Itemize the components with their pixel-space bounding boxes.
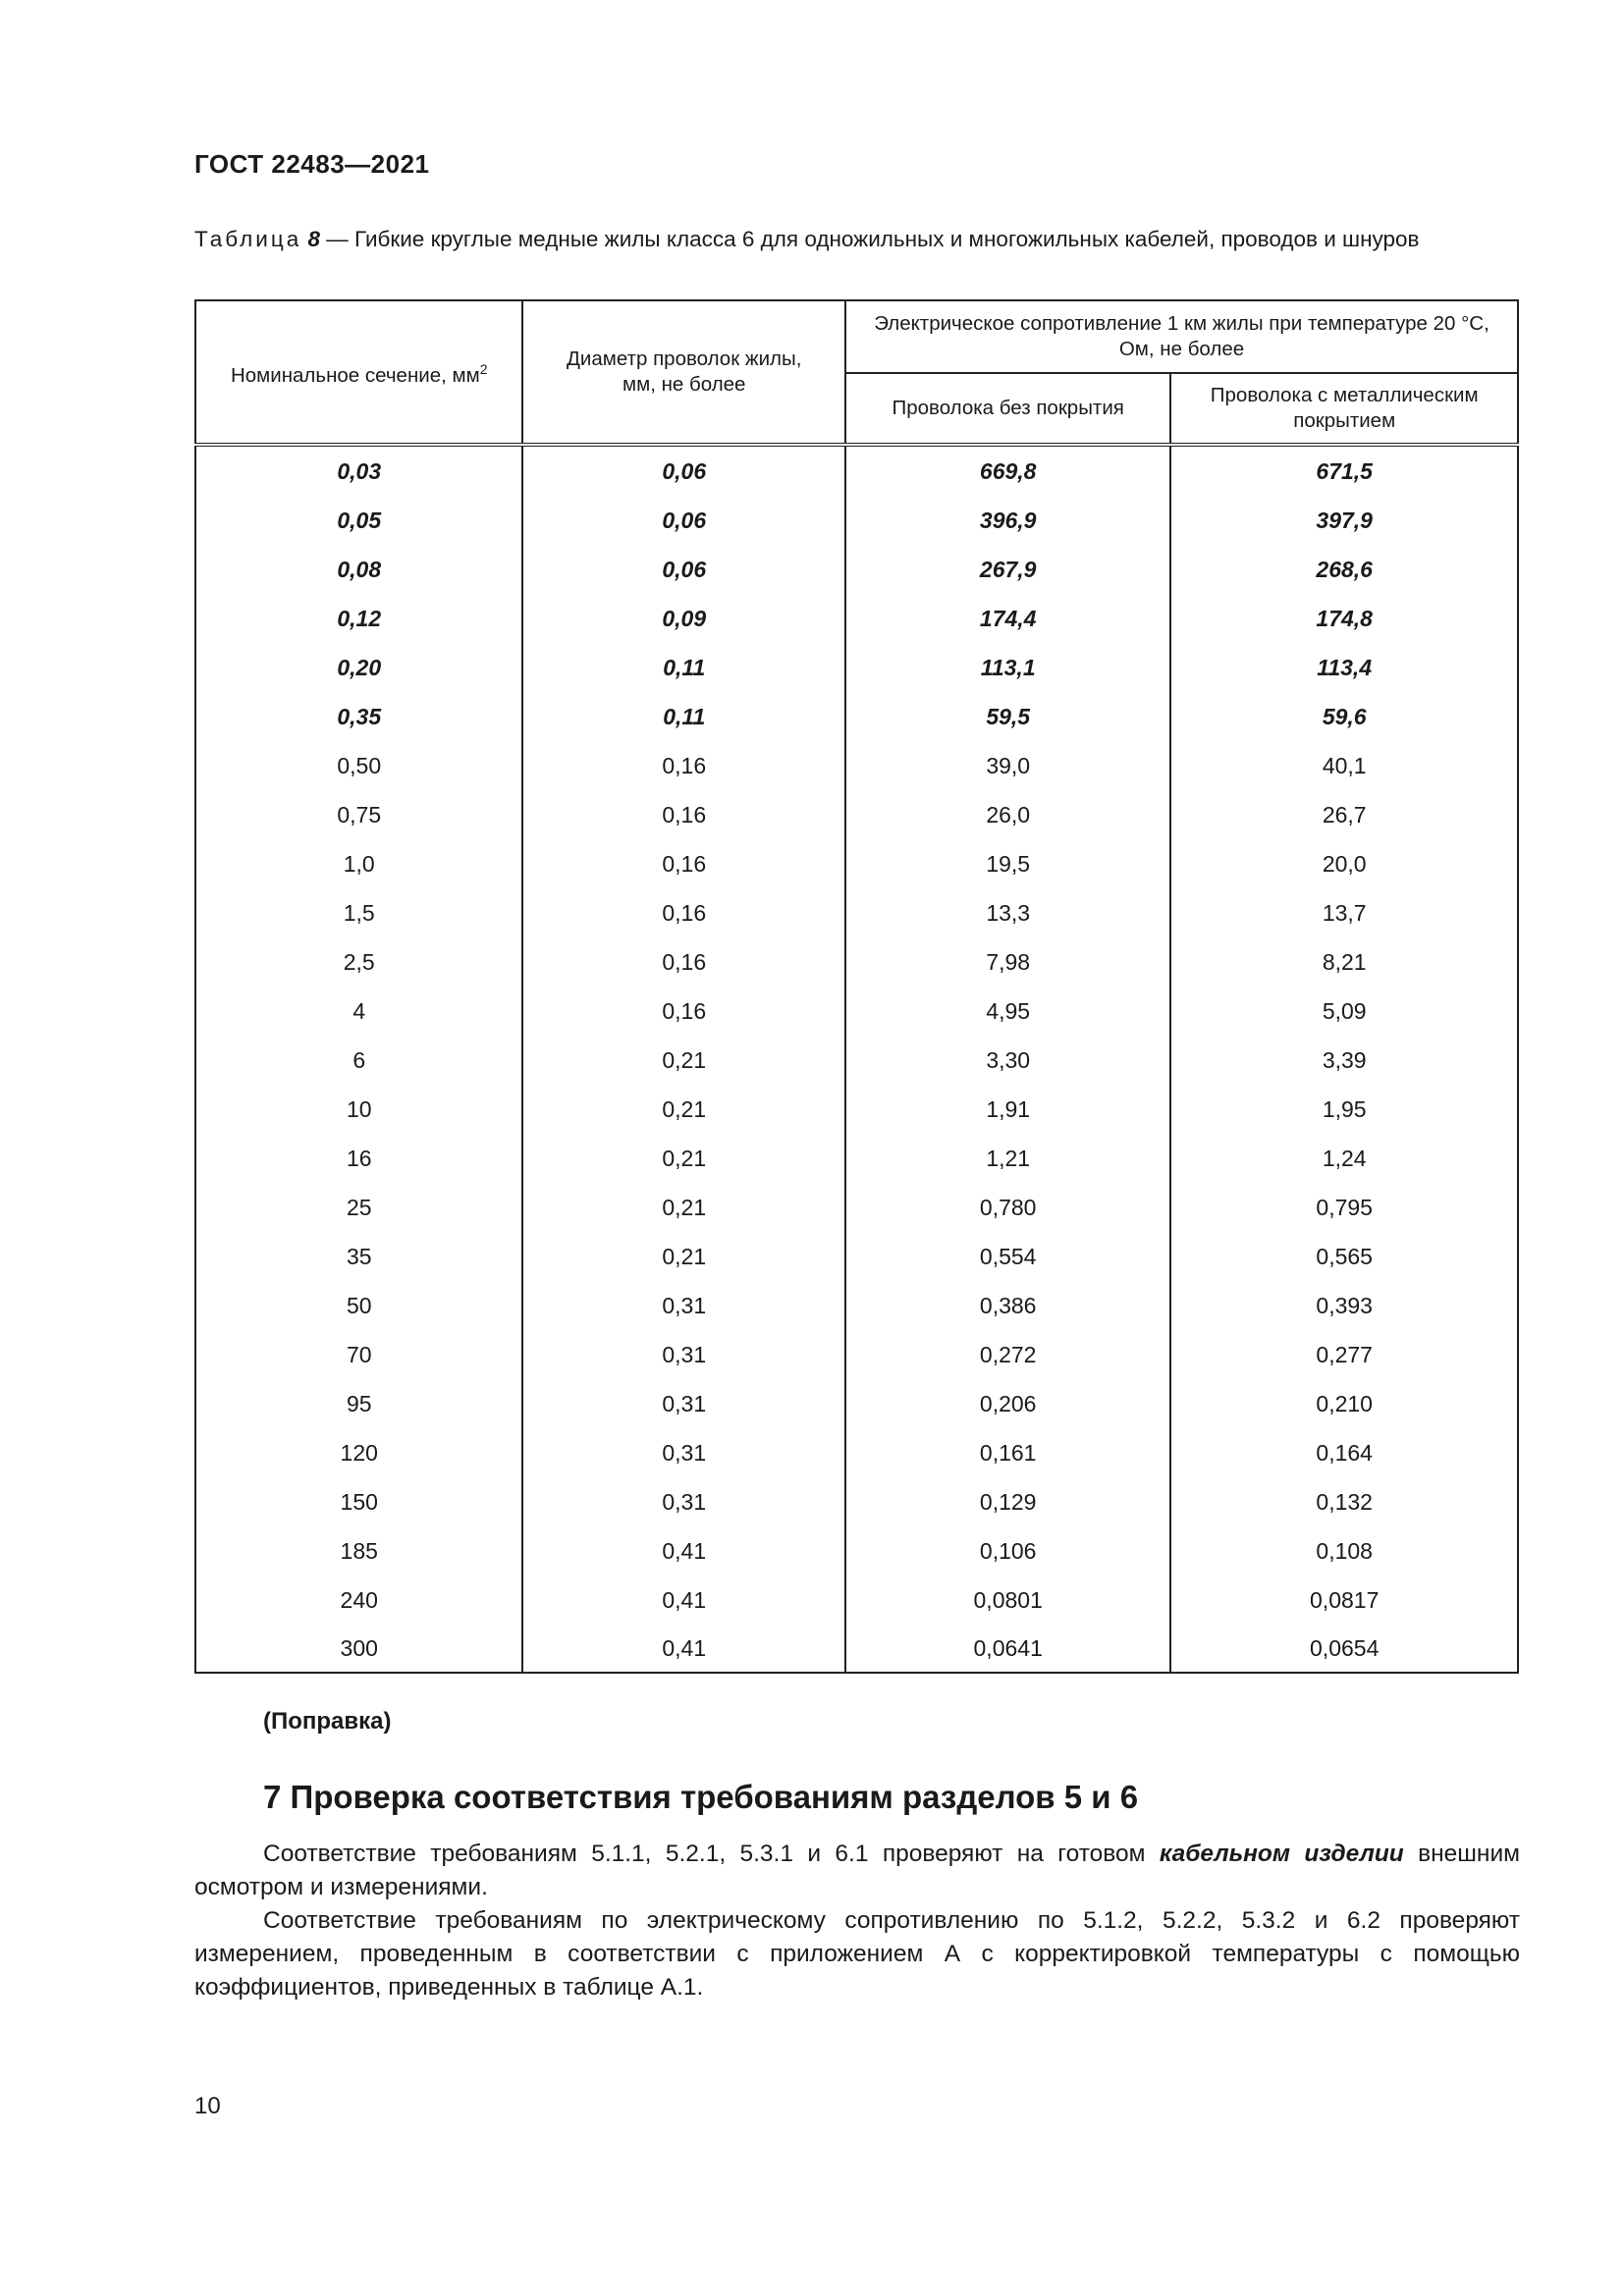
column-header-plain-wire: Проволока без покрытия [845, 373, 1170, 445]
table-cell-r-plain: 0,780 [845, 1183, 1170, 1232]
table-cell-r-plain: 0,0801 [845, 1575, 1170, 1625]
table-cell-r-plain: 19,5 [845, 839, 1170, 888]
table-cell-r-plain: 1,21 [845, 1134, 1170, 1183]
table-cell-r-coated: 113,4 [1170, 643, 1518, 692]
table-cell-r-coated: 0,795 [1170, 1183, 1518, 1232]
correction-note: (Поправка) [263, 1708, 392, 1735]
table-cell-r-plain: 174,4 [845, 594, 1170, 643]
table-cell-section: 300 [195, 1625, 522, 1673]
table-cell-r-plain: 0,0641 [845, 1625, 1170, 1673]
table-row [195, 1526, 1518, 1575]
table-cell-diameter: 0,06 [522, 496, 845, 545]
table-cell-section: 70 [195, 1330, 522, 1379]
table-cell-section: 0,12 [195, 594, 522, 643]
table-cell-section: 150 [195, 1477, 522, 1526]
table-cell-r-coated: 20,0 [1170, 839, 1518, 888]
table-cell-r-coated: 1,24 [1170, 1134, 1518, 1183]
paragraph-2: Соответствие требованиям по электрическому сопротивлению по 5.1.2, 5.2.2, 5.3.2 и 6.2 проверяют измерением, проведенным в соответствии с приложением А с корректировкой температуры с помощью коэффициентов, приведенных в таблице А.1. [194, 1907, 1520, 2001]
table-cell-section: 6 [195, 1036, 522, 1085]
table-cell-r-plain: 0,161 [845, 1428, 1170, 1477]
table-cell-r-coated: 3,39 [1170, 1036, 1518, 1085]
table-cell-diameter: 0,16 [522, 987, 845, 1036]
table-cell-section: 25 [195, 1183, 522, 1232]
table-cell-r-plain: 0,554 [845, 1232, 1170, 1281]
table-cell-section: 120 [195, 1428, 522, 1477]
table-cell-diameter: 0,31 [522, 1281, 845, 1330]
paragraph-1: Соответствие требованиям 5.1.1, 5.2.1, 5.3.1 и 6.1 проверяют на готовом кабельном изделии внешним осмотром и измерениями. [194, 1841, 1520, 1900]
table-cell-r-plain: 669,8 [845, 445, 1170, 496]
table-cell-r-coated: 0,0817 [1170, 1575, 1518, 1625]
table-cell-section: 0,50 [195, 741, 522, 790]
table-cell-section: 0,75 [195, 790, 522, 839]
table-cell-section: 95 [195, 1379, 522, 1428]
table-cell-r-plain: 0,272 [845, 1330, 1170, 1379]
table-cell-r-coated: 26,7 [1170, 790, 1518, 839]
table-row [195, 1428, 1518, 1477]
table-cell-r-coated: 671,5 [1170, 445, 1518, 496]
table-cell-section: 50 [195, 1281, 522, 1330]
table-row [195, 888, 1518, 937]
table-cell-diameter: 0,41 [522, 1575, 845, 1625]
table-row [195, 839, 1518, 888]
table-cell-r-plain: 0,106 [845, 1526, 1170, 1575]
data-table [194, 299, 1519, 1674]
table-row [195, 937, 1518, 987]
table-cell-r-coated: 0,565 [1170, 1232, 1518, 1281]
table-cell-section: 0,05 [195, 496, 522, 545]
table-cell-diameter: 0,06 [522, 545, 845, 594]
table-row [195, 594, 1518, 643]
table-cell-r-plain: 113,1 [845, 643, 1170, 692]
table-cell-r-coated: 174,8 [1170, 594, 1518, 643]
table-caption-text: — Гибкие круглые медные жилы класса 6 для одножильных и многожильных кабелей, проводов и шнуров [320, 227, 1420, 251]
table-cell-section: 16 [195, 1134, 522, 1183]
table-caption [194, 226, 1518, 253]
table-cell-section: 2,5 [195, 937, 522, 987]
table-row [195, 1232, 1518, 1281]
table-cell-diameter: 0,31 [522, 1330, 845, 1379]
table-cell-r-coated: 0,164 [1170, 1428, 1518, 1477]
table-cell-diameter: 0,16 [522, 741, 845, 790]
document-header: ГОСТ 22483—2021 [194, 149, 430, 179]
table-cell-r-plain: 0,386 [845, 1281, 1170, 1330]
table-cell-section: 4 [195, 987, 522, 1036]
table-row [195, 987, 1518, 1036]
table-row [195, 496, 1518, 545]
column-header-section: Номинальное сечение, $мм^2$ [195, 300, 522, 445]
table-cell-r-coated: 0,277 [1170, 1330, 1518, 1379]
table-cell-r-plain: 4,95 [845, 987, 1170, 1036]
table-row [195, 692, 1518, 741]
table-cell-diameter: 0,21 [522, 1085, 845, 1134]
table-cell-r-coated: 1,95 [1170, 1085, 1518, 1134]
table-row [195, 1379, 1518, 1428]
table-row [195, 445, 1518, 496]
table-cell-diameter: 0,16 [522, 839, 845, 888]
table-cell-r-plain: 39,0 [845, 741, 1170, 790]
table-cell-section: 240 [195, 1575, 522, 1625]
column-header-resistance-group: Электрическое сопротивление 1 км жилы при температуре 20 °C, Ом, не более [845, 300, 1518, 373]
table-cell-diameter: 0,16 [522, 888, 845, 937]
table-cell-section: 10 [195, 1085, 522, 1134]
table-cell-r-coated: 8,21 [1170, 937, 1518, 987]
table-row [195, 1625, 1518, 1673]
table-caption-label: Таблица [194, 227, 302, 251]
table-cell-diameter: 0,09 [522, 594, 845, 643]
column-header-diameter: Диаметр проволок жилы, мм, не более [522, 300, 845, 445]
table-cell-r-coated: 0,108 [1170, 1526, 1518, 1575]
table-row [195, 741, 1518, 790]
table-row [195, 1477, 1518, 1526]
table-cell-r-coated: 0,132 [1170, 1477, 1518, 1526]
table-row [195, 1575, 1518, 1625]
table-cell-diameter: 0,21 [522, 1232, 845, 1281]
table-cell-r-coated: 0,210 [1170, 1379, 1518, 1428]
table-cell-section: 0,20 [195, 643, 522, 692]
table-row [195, 1085, 1518, 1134]
table-cell-r-plain: 7,98 [845, 937, 1170, 987]
table-cell-r-plain: 0,129 [845, 1477, 1170, 1526]
table-cell-diameter: 0,41 [522, 1625, 845, 1673]
table-cell-r-plain: 26,0 [845, 790, 1170, 839]
table-cell-section: 185 [195, 1526, 522, 1575]
table-cell-r-plain: 3,30 [845, 1036, 1170, 1085]
table-cell-r-coated: 13,7 [1170, 888, 1518, 937]
table-cell-r-plain: 1,91 [845, 1085, 1170, 1134]
table-cell-r-coated: 5,09 [1170, 987, 1518, 1036]
table-cell-r-coated: 0,0654 [1170, 1625, 1518, 1673]
table-cell-r-coated: 59,6 [1170, 692, 1518, 741]
table-cell-r-plain: 0,206 [845, 1379, 1170, 1428]
table-row [195, 1281, 1518, 1330]
table-cell-section: 1,0 [195, 839, 522, 888]
table-cell-diameter: 0,41 [522, 1526, 845, 1575]
table-cell-diameter: 0,16 [522, 790, 845, 839]
table-cell-diameter: 0,06 [522, 445, 845, 496]
table-caption-number: 8 [307, 227, 321, 251]
table-row [195, 1134, 1518, 1183]
table-row [195, 790, 1518, 839]
table-cell-diameter: 0,11 [522, 692, 845, 741]
table-cell-diameter: 0,21 [522, 1134, 845, 1183]
table-cell-diameter: 0,21 [522, 1183, 845, 1232]
table-cell-r-plain: 59,5 [845, 692, 1170, 741]
table-cell-diameter: 0,16 [522, 937, 845, 987]
table-row [195, 1183, 1518, 1232]
table-cell-section: 0,35 [195, 692, 522, 741]
table-cell-section: 35 [195, 1232, 522, 1281]
table-cell-diameter: 0,31 [522, 1477, 845, 1526]
table-cell-r-coated: 268,6 [1170, 545, 1518, 594]
table-row [195, 643, 1518, 692]
table-cell-r-plain: 267,9 [845, 545, 1170, 594]
table-cell-r-plain: 13,3 [845, 888, 1170, 937]
table-row [195, 1330, 1518, 1379]
table-cell-r-coated: 40,1 [1170, 741, 1518, 790]
table-row [195, 1036, 1518, 1085]
table-row [195, 545, 1518, 594]
table-cell-diameter: 0,21 [522, 1036, 845, 1085]
table-cell-r-plain: 396,9 [845, 496, 1170, 545]
page-number: 10 [194, 2093, 221, 2119]
table-cell-diameter: 0,31 [522, 1379, 845, 1428]
table-cell-diameter: 0,11 [522, 643, 845, 692]
table-cell-section: 0,08 [195, 545, 522, 594]
table-cell-section: 0,03 [195, 445, 522, 496]
table-cell-section: 1,5 [195, 888, 522, 937]
column-header-coated-wire: Проволока с металлическим покрытием [1170, 373, 1518, 445]
table-cell-r-coated: 397,9 [1170, 496, 1518, 545]
table-cell-r-coated: 0,393 [1170, 1281, 1518, 1330]
table-cell-diameter: 0,31 [522, 1428, 845, 1477]
section-title: 7 Проверка соответствия требованиям разделов 5 и 6 [263, 1779, 1139, 1815]
